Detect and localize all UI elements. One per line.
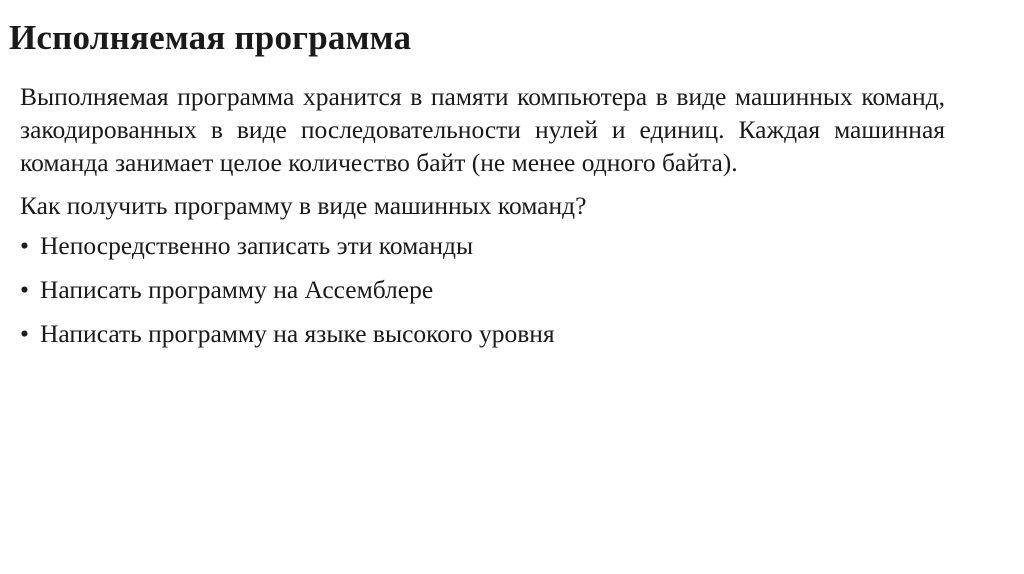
bullet-item [20, 229, 945, 262]
bullet-icon: • [20, 231, 29, 260]
intro-paragraph: Выполняемая программа хранится в памяти компьютера в виде машинных команд, закодированных в виде последовательности нулей и единиц. Каждая машинная команда занимает целое количество байт (не менее одного байта). [20, 82, 945, 177]
slide-title: Исполняемая программа [9, 18, 412, 57]
bullet-icon: • [20, 319, 29, 348]
slide-body [20, 80, 945, 361]
bullet-item [20, 273, 945, 306]
question-text: Как получить программу в виде машинных команд? [20, 191, 587, 220]
bullet-list [20, 229, 945, 350]
bullet-text: Непосредственно записать эти команды [40, 231, 474, 260]
bullet-text: Написать программу на Ассемблере [40, 275, 434, 304]
bullet-text: Написать программу на языке высокого уровня [40, 319, 555, 348]
bullet-icon: • [20, 275, 29, 304]
bullet-item [20, 317, 945, 350]
